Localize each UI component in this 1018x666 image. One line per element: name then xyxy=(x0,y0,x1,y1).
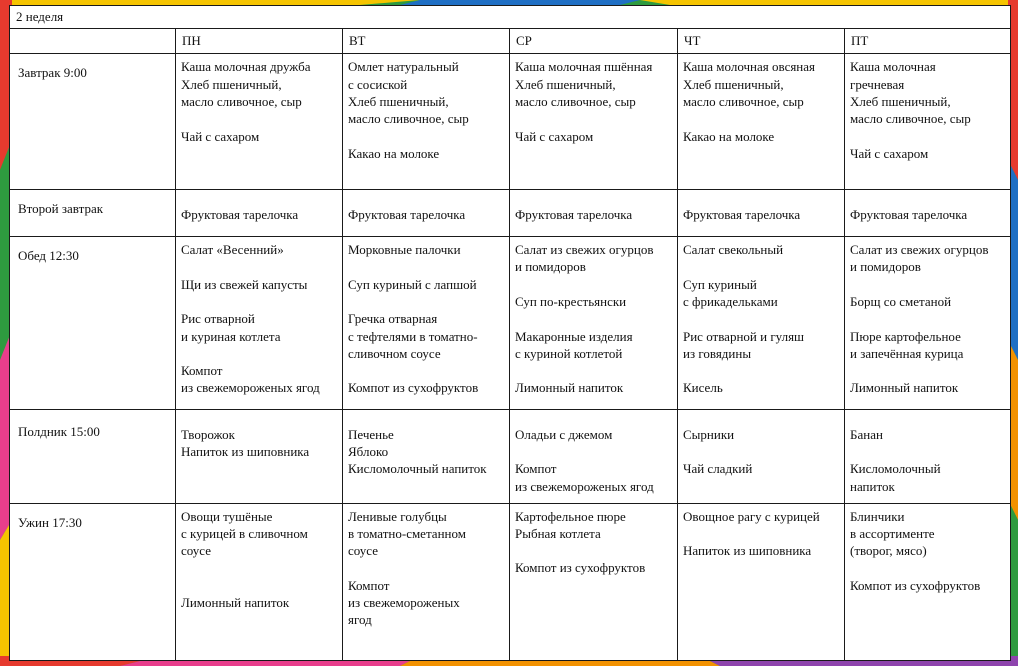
menu-item-line: Оладьи с джемом xyxy=(515,426,613,442)
menu-item-line: Щи из свежей капусты xyxy=(181,276,308,292)
day-header-wed: СР xyxy=(510,29,678,54)
menu-item-line: Чай с сахаром xyxy=(181,128,260,144)
menu-item-line: Напиток из шиповника xyxy=(181,443,310,459)
menu-item-line: Кисломолочный напиток xyxy=(348,461,487,477)
spacer-line xyxy=(181,345,337,362)
menu-item-line: Кисломолочный xyxy=(850,461,941,477)
menu-item-line: Банан xyxy=(850,426,883,442)
menu-item-line: и помидоров xyxy=(515,259,586,275)
menu-cell xyxy=(510,189,678,236)
menu-item-line: в ассортименте xyxy=(850,525,935,541)
menu-item-line: Яблоко xyxy=(348,443,389,459)
menu-item-line: Компот из сухофруктов xyxy=(850,577,981,593)
menu-item-line: Какао на молоке xyxy=(348,145,440,161)
menu-item-line: и куриная котлета xyxy=(181,328,281,344)
menu-item-line: Хлеб пшеничный, xyxy=(850,94,951,110)
spacer-line xyxy=(515,110,672,127)
spacer-line xyxy=(181,293,337,310)
menu-cell xyxy=(845,503,1011,660)
menu-item-line: Борщ со сметаной xyxy=(850,293,952,309)
menu-item-line: Рыбная котлета xyxy=(515,525,601,541)
menu-item-line: Суп по-крестьянски xyxy=(515,293,627,309)
menu-item-line: соусе xyxy=(348,543,378,559)
spacer-line xyxy=(348,362,504,379)
menu-item-line: Ленивые голубцы xyxy=(348,508,447,524)
menu-item-line: Чай с сахаром xyxy=(850,145,929,161)
menu-item-line: Пюре картофельное xyxy=(850,328,961,344)
meal-row-dinner xyxy=(10,503,1011,660)
menu-item-line: Компот из сухофруктов xyxy=(348,380,479,396)
meal-row-second-breakfast xyxy=(10,189,1011,236)
menu-item-line: масло сливочное, сыр xyxy=(181,94,302,110)
meal-label: Ужин 17:30 xyxy=(10,503,176,660)
menu-item-line: Компот xyxy=(515,461,557,477)
meal-label: Обед 12:30 xyxy=(10,237,176,410)
menu-item-line: Каша молочная овсяная xyxy=(683,59,816,75)
menu-item-line: и помидоров xyxy=(850,259,921,275)
menu-item-line: масло сливочное, сыр xyxy=(515,94,636,110)
menu-item-line: Омлет натуральный xyxy=(348,59,459,75)
weekly-menu-table xyxy=(9,5,1011,661)
spacer-line xyxy=(348,559,504,576)
menu-item-line: с тефтелями в томатно- xyxy=(348,328,478,344)
menu-item-line: с курицей в сливочном xyxy=(181,525,308,541)
menu-item-line: напиток xyxy=(850,478,895,494)
menu-cell xyxy=(176,54,343,189)
spacer-line xyxy=(683,525,839,542)
day-header-tue: ВТ xyxy=(343,29,510,54)
menu-item-line: Фруктовая тарелочка xyxy=(515,206,633,222)
menu-item-line: Хлеб пшеничный, xyxy=(683,76,784,92)
menu-item-line: Фруктовая тарелочка xyxy=(181,206,299,222)
menu-item-line: Рис отварной и гуляш xyxy=(683,328,805,344)
menu-cell xyxy=(678,237,845,410)
menu-cell xyxy=(510,503,678,660)
menu-item-line: ягод xyxy=(348,612,372,628)
menu-cell xyxy=(343,409,510,503)
menu-cell xyxy=(343,503,510,660)
menu-cell xyxy=(510,54,678,189)
menu-item-line: Салат из свежих огурцов xyxy=(515,242,654,258)
menu-cell xyxy=(176,189,343,236)
week-title-row xyxy=(10,6,1011,29)
meal-row-lunch xyxy=(10,237,1011,410)
menu-item-line: Каша молочная пшённая xyxy=(515,59,653,75)
menu-item-line: Салат свекольный xyxy=(683,242,784,258)
menu-item-line: с сосиской xyxy=(348,76,408,92)
spacer-line xyxy=(683,310,839,327)
menu-item-line: масло сливочное, сыр xyxy=(348,111,469,127)
week-title: 2 неделя xyxy=(10,6,1011,29)
menu-item-line: Хлеб пшеничный, xyxy=(181,76,282,92)
menu-cell xyxy=(845,189,1011,236)
spacer-line xyxy=(850,128,1005,145)
spacer-line xyxy=(348,128,504,145)
menu-cell xyxy=(176,409,343,503)
menu-item-line: (творог, мясо) xyxy=(850,543,927,559)
menu-item-line: Рис отварной xyxy=(181,311,255,327)
menu-cell xyxy=(678,409,845,503)
spacer-line xyxy=(850,362,1005,379)
menu-cell xyxy=(678,503,845,660)
menu-cell xyxy=(845,54,1011,189)
meal-label: Второй завтрак xyxy=(10,189,176,236)
menu-cell xyxy=(510,237,678,410)
menu-item-line: Суп куриный xyxy=(683,276,757,292)
menu-item-line: Салат из свежих огурцов xyxy=(850,242,989,258)
menu-item-line: Компот из сухофруктов xyxy=(515,560,646,576)
menu-item-line: масло сливочное, сыр xyxy=(850,111,971,127)
menu-item-line: Каша молочная xyxy=(850,59,936,75)
menu-item-line: Компот xyxy=(348,577,390,593)
menu-cell xyxy=(176,237,343,410)
menu-item-line: гречневая xyxy=(850,76,905,92)
menu-cell xyxy=(845,409,1011,503)
menu-item-line: Овощи тушёные xyxy=(181,508,273,524)
menu-item-line: Сырники xyxy=(683,426,735,442)
meal-row-afternoon-snack xyxy=(10,409,1011,503)
menu-item-line: и запечённая курица xyxy=(850,345,964,361)
menu-item-line: Напиток из шиповника xyxy=(683,543,812,559)
meal-label: Завтрак 9:00 xyxy=(10,54,176,189)
spacer-line xyxy=(850,276,1005,293)
meal-row-breakfast xyxy=(10,54,1011,189)
spacer-line xyxy=(515,443,672,460)
day-header-row xyxy=(10,29,1011,54)
menu-item-line: Кисель xyxy=(683,380,723,396)
spacer-line xyxy=(181,559,337,576)
menu-item-line: из свежемороженых ягод xyxy=(515,478,654,494)
menu-item-line: Фруктовая тарелочка xyxy=(348,206,466,222)
menu-item-line: Лимонный напиток xyxy=(850,380,959,396)
menu-cell xyxy=(176,503,343,660)
menu-cell xyxy=(343,189,510,236)
menu-item-line: Овощное рагу с курицей xyxy=(683,508,820,524)
menu-item-line: Каша молочная дружба xyxy=(181,59,311,75)
menu-item-line: Хлеб пшеничный, xyxy=(348,94,449,110)
meal-label: Полдник 15:00 xyxy=(10,409,176,503)
menu-item-line: из говядины xyxy=(683,345,752,361)
spacer-line xyxy=(850,559,1005,576)
corner-cell xyxy=(10,29,176,54)
menu-item-line: Компот xyxy=(181,363,223,379)
menu-item-line: масло сливочное, сыр xyxy=(683,94,804,110)
menu-item-line: Чай сладкий xyxy=(683,461,753,477)
menu-cell xyxy=(678,189,845,236)
menu-item-line: Салат «Весенний» xyxy=(181,242,284,258)
menu-item-line: Суп куриный с лапшой xyxy=(348,276,477,292)
menu-cell xyxy=(343,237,510,410)
menu-cell xyxy=(845,237,1011,410)
menu-item-line: с фрикадельками xyxy=(683,293,778,309)
day-header-mon: ПН xyxy=(176,29,343,54)
menu-item-line: Печенье xyxy=(348,426,394,442)
spacer-line xyxy=(181,577,337,594)
spacer-line xyxy=(683,110,839,127)
spacer-line xyxy=(683,443,839,460)
menu-item-line: в томатно-сметанном xyxy=(348,525,466,541)
menu-item-line: Какао на молоке xyxy=(683,128,775,144)
spacer-line xyxy=(850,310,1005,327)
spacer-line xyxy=(181,110,337,127)
menu-cell xyxy=(678,54,845,189)
menu-item-line: Фруктовая тарелочка xyxy=(850,206,968,222)
menu-item-line: Творожок xyxy=(181,426,235,442)
menu-item-line: Макаронные изделия xyxy=(515,328,633,344)
menu-item-line: из свежемороженых ягод xyxy=(181,380,320,396)
spacer-line xyxy=(515,362,672,379)
menu-item-line: Картофельное пюре xyxy=(515,508,626,524)
menu-item-line: с куриной котлетой xyxy=(515,345,623,361)
menu-cell xyxy=(343,54,510,189)
menu-item-line: Лимонный напиток xyxy=(181,595,290,610)
spacer-line xyxy=(515,276,672,293)
spacer-line xyxy=(348,293,504,310)
spacer-line xyxy=(515,310,672,327)
menu-item-line: из свежемороженых xyxy=(348,595,460,610)
spacer-line xyxy=(515,542,672,559)
menu-item-line: Хлеб пшеничный, xyxy=(515,76,616,92)
menu-item-line: Морковные палочки xyxy=(348,242,461,258)
spacer-line xyxy=(683,362,839,379)
spacer-line xyxy=(683,258,839,275)
menu-item-line: соусе xyxy=(181,543,211,559)
spacer-line xyxy=(348,258,504,275)
menu-item-line: Гречка отварная xyxy=(348,311,438,327)
menu-item-line: Чай с сахаром xyxy=(515,128,594,144)
day-header-thu: ЧТ xyxy=(678,29,845,54)
spacer-line xyxy=(850,443,1005,460)
menu-item-line: Лимонный напиток xyxy=(515,380,624,396)
menu-item-line: сливочном соусе xyxy=(348,345,441,361)
spacer-line xyxy=(181,258,337,275)
menu-item-line: Фруктовая тарелочка xyxy=(683,206,801,222)
menu-cell xyxy=(510,409,678,503)
menu-item-line: Блинчики xyxy=(850,508,905,524)
day-header-fri: ПТ xyxy=(845,29,1011,54)
